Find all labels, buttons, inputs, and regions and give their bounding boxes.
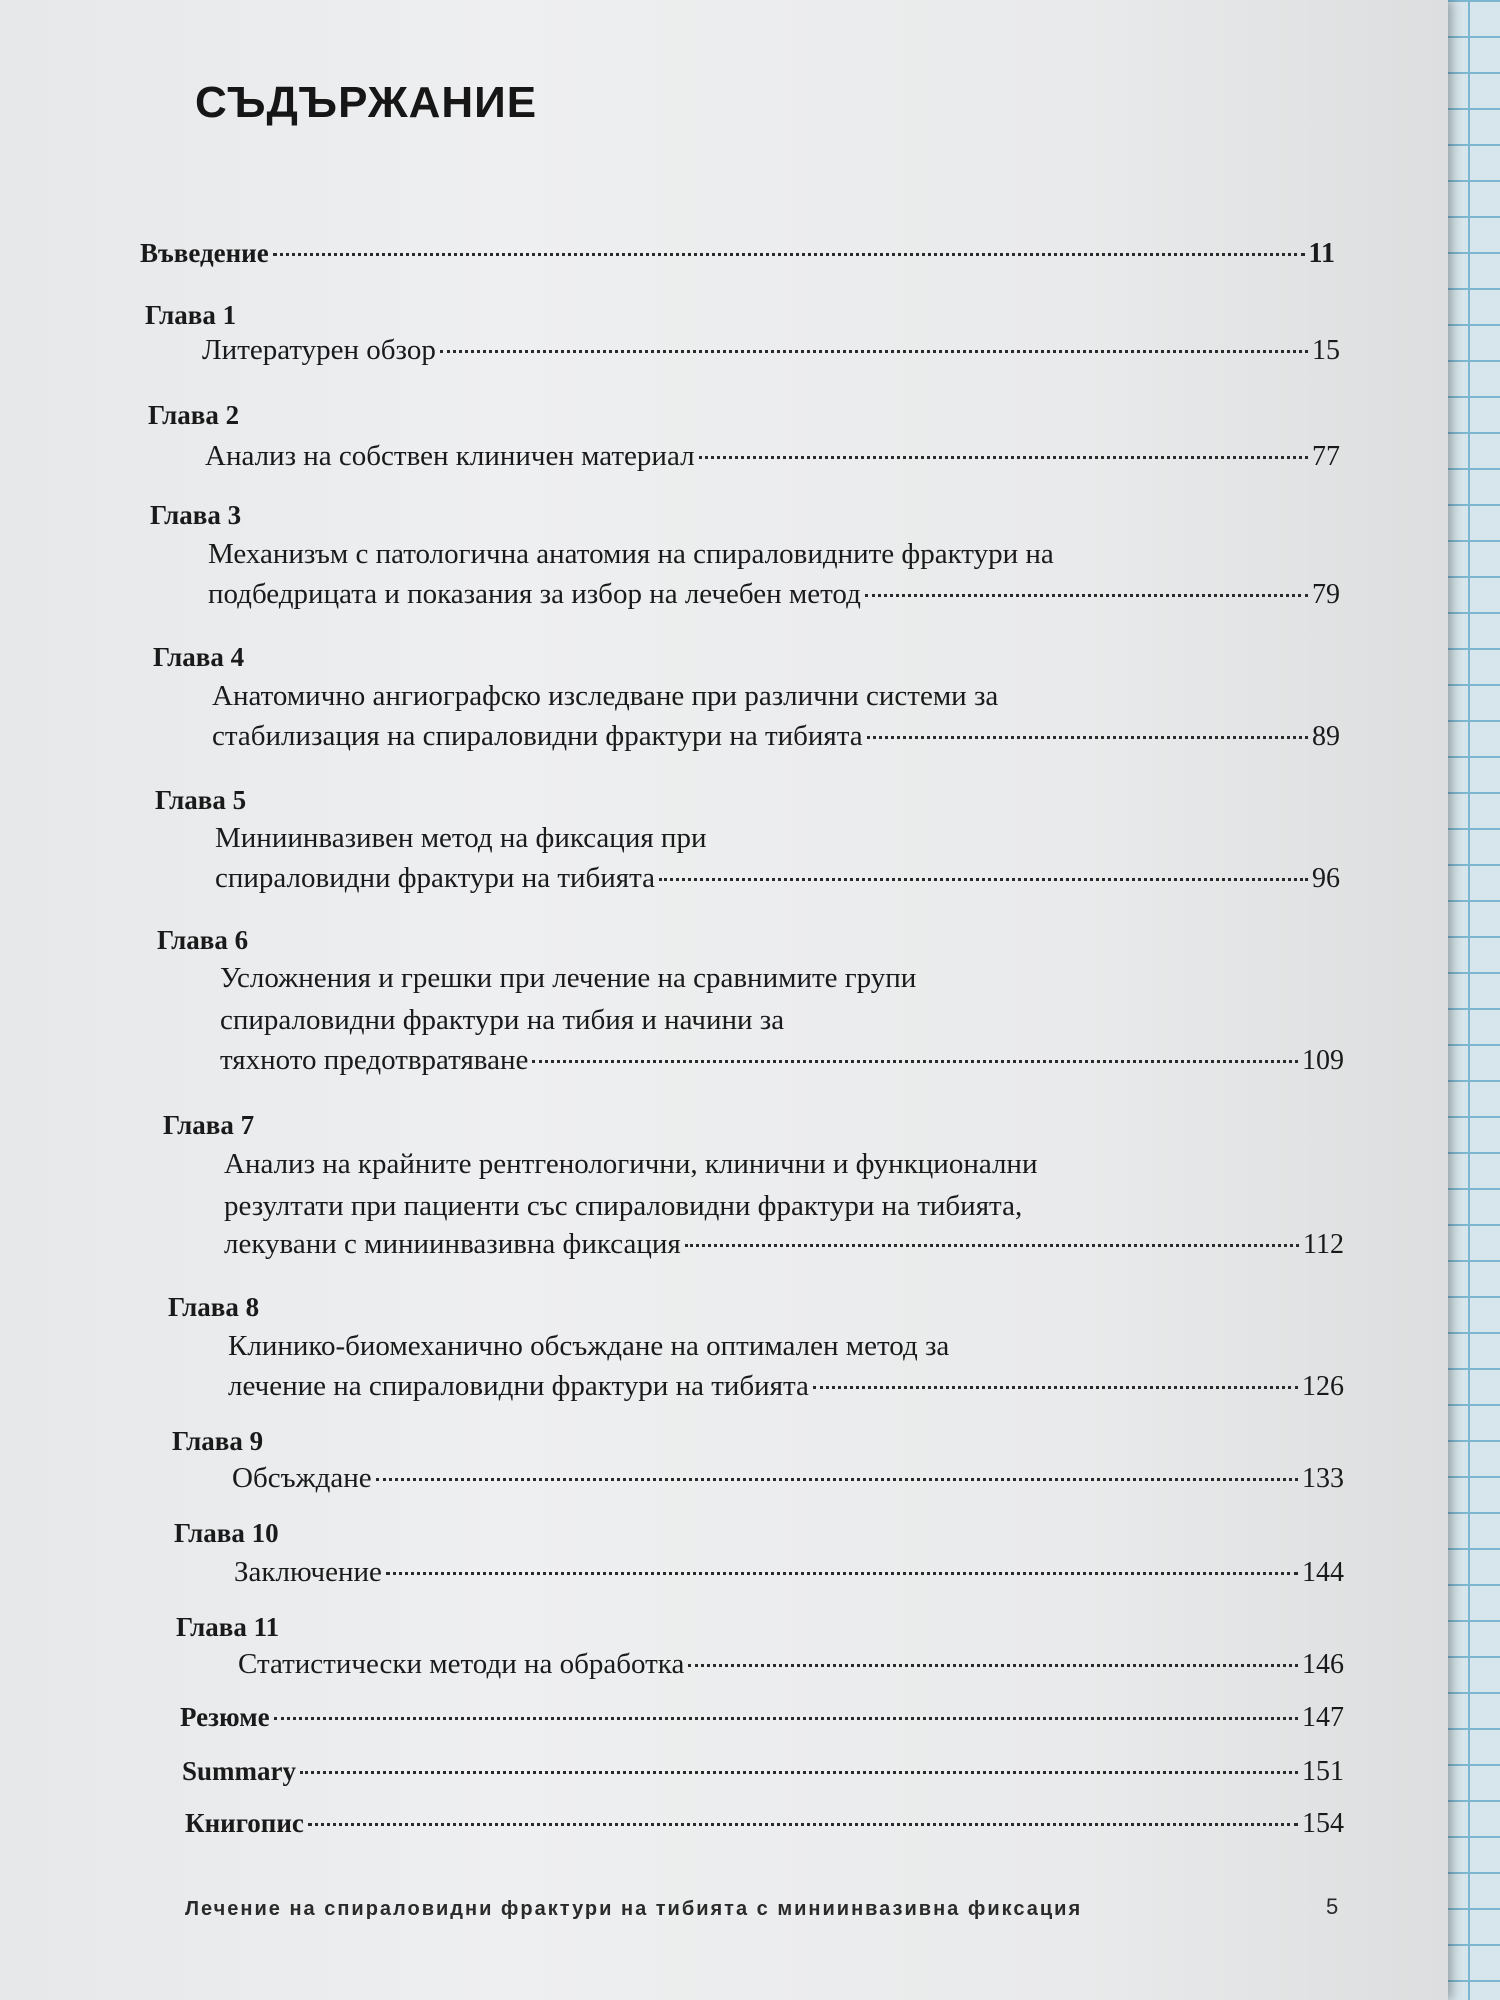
toc-entry-label: тяхното предотвратяване xyxy=(220,1044,529,1076)
toc-entry-line: Миниинвазивен метод на фиксация при xyxy=(215,822,707,854)
dot-leader xyxy=(685,1244,1299,1247)
page-number: 5 xyxy=(1326,1894,1339,1919)
dot-leader xyxy=(300,1771,1298,1774)
toc-page-number: 154 xyxy=(1302,1808,1344,1839)
toc-entry-line: резултати при пациенти със спираловидни фрактури на тибията, xyxy=(224,1190,1023,1222)
toc-entry-label: Summary xyxy=(182,1756,296,1786)
toc-entry-label: подбедрицата и показания за избор на лечебен метод xyxy=(208,578,861,610)
dot-leader xyxy=(688,1664,1298,1667)
toc-entry-line: спираловидни фрактури на тибия и начини за xyxy=(220,1004,785,1036)
toc-entry-chapter-9 xyxy=(232,1462,1344,1495)
toc-entry-label: стабилизация на спираловидни фрактури на тибията xyxy=(212,720,863,752)
chapter-heading: Глава 2 xyxy=(148,400,240,430)
page-title: СЪДЪРЖАНИЕ xyxy=(195,78,538,127)
toc-entry-chapter-6 xyxy=(220,1044,1344,1077)
toc-entry-label: Резюме xyxy=(180,1702,270,1732)
toc-entry-label: Литературен обзор xyxy=(202,334,436,366)
dot-leader xyxy=(273,253,1305,256)
toc-page-number: 77 xyxy=(1312,441,1340,472)
chapter-heading: Глава 10 xyxy=(174,1518,279,1548)
toc-page-number: 109 xyxy=(1302,1045,1344,1076)
toc-page-number: 15 xyxy=(1312,335,1340,366)
dot-leader xyxy=(376,1478,1298,1481)
toc-page-number: 147 xyxy=(1302,1702,1344,1733)
toc-entry-line: Механизъм с патологична анатомия на спираловидните фрактури на xyxy=(208,538,1054,570)
toc-entry-label: лечение на спираловидни фрактури на тибията xyxy=(228,1370,809,1402)
toc-entry-label: спираловидни фрактури на тибията xyxy=(215,862,656,894)
dot-leader xyxy=(865,594,1308,597)
toc-entry-label: Книгопис xyxy=(185,1808,304,1838)
chapter-heading: Глава 8 xyxy=(168,1292,260,1322)
toc-entry-label: Заключение xyxy=(234,1556,382,1588)
toc-entry-label: лекувани с миниинвазивна фиксация xyxy=(224,1228,681,1260)
dot-leader xyxy=(699,456,1308,459)
toc-entry-chapter-4 xyxy=(212,720,1340,753)
toc-page-number: 126 xyxy=(1302,1371,1344,1402)
toc-entry-line: Усложнения и грешки при лечение на сравнимите групи xyxy=(220,962,917,994)
dot-leader xyxy=(308,1823,1298,1826)
toc-page-number: 96 xyxy=(1312,863,1340,894)
toc-page-number: 11 xyxy=(1308,238,1335,269)
toc-entry-line: Анатомично ангиографско изследване при различни системи за xyxy=(212,680,999,712)
dot-leader xyxy=(532,1060,1298,1063)
toc-entry-chapter-8 xyxy=(228,1370,1344,1403)
toc-entry-chapter-10 xyxy=(234,1556,1344,1589)
toc-page-number: 89 xyxy=(1312,721,1340,752)
toc-entry-bibliography xyxy=(185,1808,1344,1840)
toc-entry-label: Въведение xyxy=(140,238,269,268)
chapter-heading: Глава 5 xyxy=(155,785,247,815)
toc-entry-line: Анализ на крайните рентгенологични, клинични и функционални xyxy=(224,1148,1038,1180)
chapter-heading: Глава 7 xyxy=(163,1110,255,1140)
toc-entry-chapter-2 xyxy=(205,440,1340,473)
chapter-heading: Глава 3 xyxy=(150,500,242,530)
toc-entry-line: Клинико-биомеханично обсъждане на оптимален метод за xyxy=(228,1330,950,1362)
toc-entry-label: Анализ на собствен клиничен материал xyxy=(205,440,695,472)
dot-leader xyxy=(440,350,1308,353)
toc-page-number: 146 xyxy=(1302,1649,1344,1680)
dot-leader xyxy=(867,736,1308,739)
toc-entry-summary xyxy=(182,1756,1344,1788)
toc-page-number: 112 xyxy=(1303,1229,1344,1260)
dot-leader xyxy=(274,1717,1298,1720)
toc-entry-chapter-5 xyxy=(215,862,1340,895)
toc-entry-resume xyxy=(180,1702,1344,1734)
toc-entry-chapter-7 xyxy=(224,1228,1344,1261)
toc-page-number: 133 xyxy=(1302,1463,1344,1494)
toc-entry-label: Обсъждане xyxy=(232,1462,372,1494)
toc-entry-label: Статистически методи на обработка xyxy=(238,1648,685,1680)
chapter-heading: Глава 9 xyxy=(172,1426,264,1456)
toc-page-number: 79 xyxy=(1312,579,1340,610)
chapter-heading: Глава 4 xyxy=(153,642,245,672)
chapter-heading: Глава 1 xyxy=(145,300,237,330)
toc-entry-chapter-3 xyxy=(208,578,1340,611)
toc-entry-chapter-11 xyxy=(238,1648,1344,1681)
chapter-heading: Глава 6 xyxy=(157,925,249,955)
dot-leader xyxy=(386,1572,1298,1575)
chapter-heading: Глава 11 xyxy=(176,1612,280,1642)
dot-leader xyxy=(659,878,1308,881)
toc-page-number: 144 xyxy=(1302,1557,1344,1588)
toc-entry-intro xyxy=(140,238,1335,270)
toc-entry-chapter-1 xyxy=(202,334,1340,367)
running-footer-title: Лечение на спираловидни фрактури на тибията с миниинвазивна фиксация xyxy=(185,1898,1083,1920)
toc-page-number: 151 xyxy=(1302,1756,1344,1787)
dot-leader xyxy=(813,1386,1298,1389)
